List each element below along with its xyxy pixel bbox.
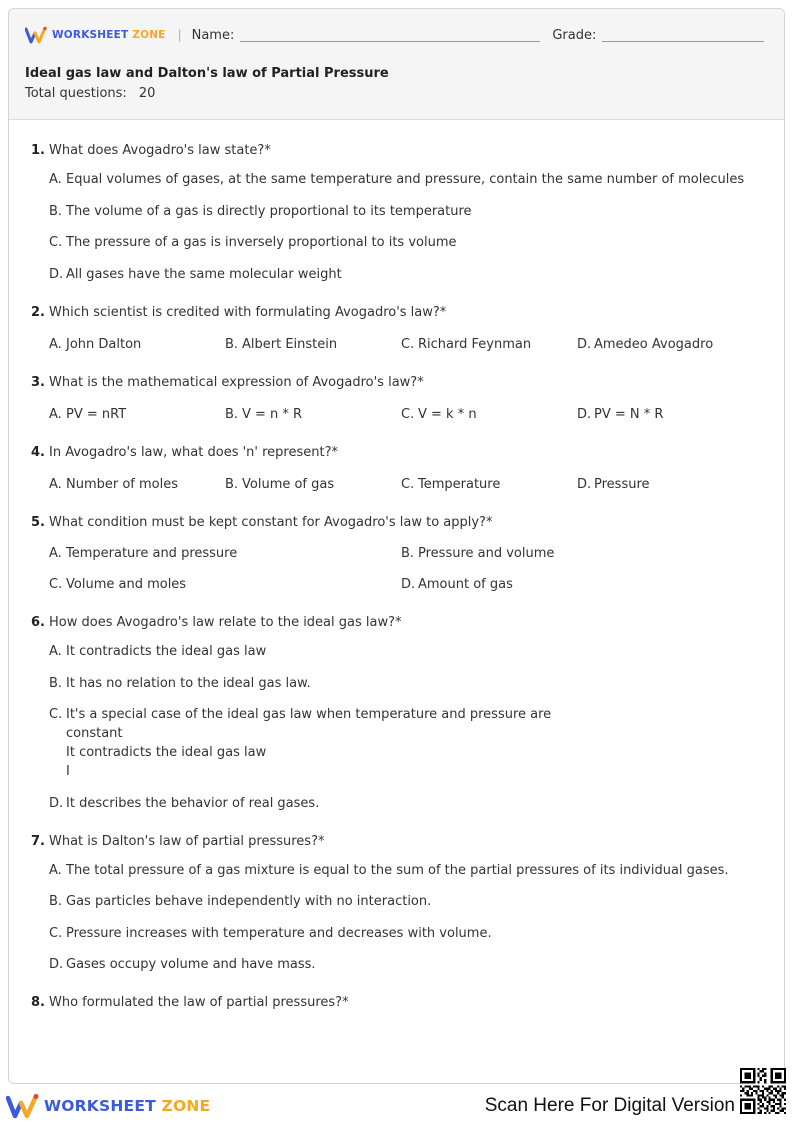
footer-brand-part2: ZONE [161,1097,211,1115]
option-a[interactable] [49,475,225,494]
header-separator: | [177,28,182,42]
option-text: Volume of gas [242,476,335,492]
option-d[interactable] [49,265,764,284]
header-row [25,25,764,45]
option-a[interactable] [49,405,225,424]
option-text: Albert Einstein [242,336,338,352]
option-d[interactable] [577,335,753,354]
option-a[interactable] [49,544,401,563]
page-footer [0,1084,793,1122]
option-letter: A. [49,862,62,878]
option-b[interactable] [401,544,753,563]
qr-code-icon[interactable] [740,1068,786,1114]
brand-part1: WORKSHEET [52,29,129,41]
option-letter: A. [49,172,62,187]
option-letter: B. [225,476,239,492]
option-text: Amount of gas [418,577,513,592]
question-number: 8. [31,995,45,1010]
option-text: Equal volumes of gases, at the same temperature and pressure, contain the same number of molecules [66,172,745,187]
name-label: Name: [191,27,235,43]
option-letter: D. [577,336,592,352]
option-d[interactable] [577,405,753,424]
option-letter: B. [49,675,63,691]
worksheet-header [9,9,784,120]
options-list [49,335,764,354]
question-8 [31,994,764,1012]
question-text: What does Avogadro's law state?* [49,143,271,158]
option-text: V = n * R [242,406,303,422]
option-c[interactable] [49,924,764,943]
worksheet-page [8,8,785,1084]
question-1 [31,142,764,284]
option-text: V = k * n [418,406,477,422]
option-d[interactable] [49,955,764,974]
question-text: Which scientist is credited with formulating Avogadro's law?* [49,304,447,320]
option-text: Pressure [594,476,650,492]
questions-list [9,120,784,1012]
question-4 [31,444,764,494]
option-text: The total pressure of a gas mixture is equal to the sum of the partial pressures of its individual gases. [66,862,729,878]
options-list [49,544,764,595]
question-5 [31,514,764,595]
brand-name [52,29,166,41]
option-a[interactable] [49,170,764,189]
option-text: It describes the behavior of real gases. [66,795,320,811]
question-text: What is Dalton's law of partial pressures?* [49,833,325,849]
option-text: Pressure increases with temperature and decreases with volume. [66,925,492,941]
brand-logo [25,26,166,44]
question-number: 3. [31,374,45,390]
option-letter: D. [577,406,592,422]
option-letter: B. [225,336,239,352]
question-7 [31,833,764,975]
footer-brand-logo [6,1093,210,1119]
option-letter: D. [49,957,64,972]
options-list [49,642,764,813]
option-text: Number of moles [66,476,179,492]
name-field[interactable] [240,29,540,42]
option-c[interactable] [49,575,401,594]
option-letter: C. [49,707,63,722]
option-letter: D. [401,577,416,592]
option-text: It's a special case of the ideal gas law when temperature and pressure are constant It contradicts the ideal gas law I [66,707,552,779]
option-letter: A. [49,476,62,492]
option-b[interactable] [49,202,764,221]
question-number: 6. [31,615,45,630]
option-letter: D. [49,266,64,282]
footer-brand-part1: WORKSHEET [44,1097,156,1115]
question-3 [31,374,764,424]
option-text: The pressure of a gas is inversely proportional to its volume [66,235,457,250]
option-text: Temperature and pressure [66,545,238,561]
option-text: The volume of a gas is directly proportional to its temperature [66,203,472,219]
option-letter: C. [401,336,415,352]
option-letter: B. [49,203,63,219]
scan-caption: Scan Here For Digital Version [484,1095,735,1116]
option-text: Temperature [418,476,501,492]
question-number: 1. [31,143,45,158]
worksheetzone-logo-icon [6,1093,40,1119]
option-text: Amedeo Avogadro [594,336,714,352]
question-text: What condition must be kept constant for Avogadro's law to apply?* [49,514,493,530]
option-letter: B. [49,894,63,909]
option-a[interactable] [49,642,764,661]
question-text: How does Avogadro's law relate to the ideal gas law?* [49,615,402,630]
question-text: Who formulated the law of partial pressures?* [49,995,349,1010]
option-text: Richard Feynman [418,336,532,352]
option-d[interactable] [49,794,764,813]
option-text: It has no relation to the ideal gas law. [66,675,311,691]
option-text: Volume and moles [66,577,187,592]
option-text: Gases occupy volume and have mass. [66,957,316,972]
option-c[interactable] [49,705,764,781]
options-list [49,861,764,975]
options-list [49,405,764,424]
option-text: All gases have the same molecular weight [66,266,342,282]
option-b[interactable] [49,892,764,911]
option-text: PV = nRT [66,406,127,422]
option-text: John Dalton [66,336,142,352]
option-letter: A. [49,545,62,561]
question-number: 4. [31,444,45,460]
options-list [49,475,764,494]
worksheet-title: Ideal gas law and Dalton's law of Partial Pressure [25,66,389,81]
total-label: Total questions: [25,86,127,101]
option-letter: C. [49,235,63,250]
question-text: What is the mathematical expression of Avogadro's law?* [49,374,424,390]
option-text: Gas particles behave independently with no interaction. [66,894,432,909]
question-number: 7. [31,833,45,849]
option-letter: C. [401,476,415,492]
option-d[interactable] [401,575,753,594]
question-number: 2. [31,304,45,320]
option-text: PV = N * R [594,406,664,422]
option-text: It contradicts the ideal gas law [66,644,267,659]
grade-label: Grade: [552,27,597,43]
option-letter: C. [49,577,63,592]
option-a[interactable] [49,861,764,880]
option-d[interactable] [577,475,753,494]
grade-field[interactable] [602,29,764,42]
option-letter: B. [401,545,415,561]
footer-brand-name [44,1097,210,1115]
total-questions [25,86,155,101]
question-2 [31,304,764,354]
option-letter: B. [225,406,239,422]
total-value: 20 [138,86,156,101]
options-list [49,170,764,284]
question-text: In Avogadro's law, what does 'n' represent?* [49,444,338,460]
option-b[interactable] [225,475,401,494]
option-c[interactable] [401,335,577,354]
option-letter: A. [49,644,62,659]
option-b[interactable] [225,335,401,354]
option-letter: A. [49,336,62,352]
option-b[interactable] [225,405,401,424]
question-6 [31,614,764,813]
brand-part2: ZONE [132,29,166,41]
option-c[interactable] [49,233,764,252]
option-a[interactable] [49,335,225,354]
option-letter: C. [49,925,63,941]
option-text: Pressure and volume [418,545,555,561]
question-number: 5. [31,514,45,530]
worksheetzone-logo-icon [25,26,47,44]
option-b[interactable] [49,674,764,693]
option-letter: D. [49,795,64,811]
option-c[interactable] [401,475,577,494]
option-letter: A. [49,406,62,422]
option-c[interactable] [401,405,577,424]
option-letter: D. [577,476,592,492]
option-letter: C. [401,406,415,422]
